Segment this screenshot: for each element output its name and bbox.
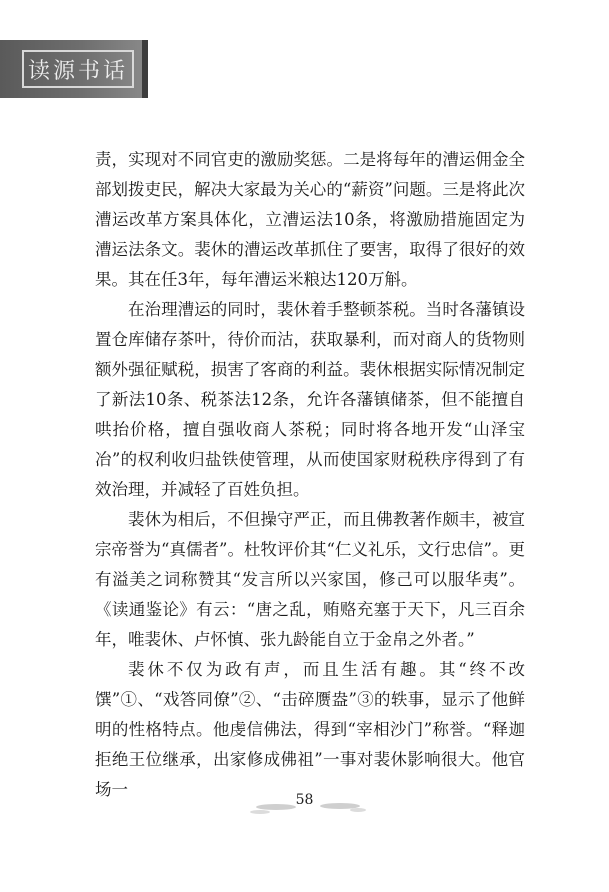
logo-text: 读源书话 xyxy=(27,58,128,84)
book-series-logo xyxy=(22,50,134,88)
paragraph-3: 裴休为相后，不但操守严正，而且佛教著作颇丰，被宣宗帝誉为“真儒者”。杜牧评价其“仁义礼乐，文行忠信”。更有溢美之词称赞其“发言所以兴家国，修己可以服华夷”。《读通鉴论》有云：“唐之乱，贿赂充塞于天下，凡三百余年，唯裴休、卢怀慎、张九龄能自立于金帛之外者。” xyxy=(95,510,525,649)
page-number: 58 xyxy=(295,792,314,808)
body-text xyxy=(95,145,525,805)
header-band-edge xyxy=(142,40,148,98)
footer-right-swoosh-icon xyxy=(318,800,368,814)
paragraph-2: 在治理漕运的同时，裴休着手整顿茶税。当时各藩镇设置仓库储存茶叶，待价而沽，获取暴利，而对商人的货物则额外强征赋税，损害了客商的利益。裴休根据实际情况制定了新法10条、税茶法12条，允许各藩镇储茶，但不能擅自哄抬价格，擅自强收商人茶税；同时将各地开发“山泽宝冶”的权利收归盐铁使管理，从而使国家财税秩序得到了有效治理，并减轻了百姓负担。 xyxy=(95,300,525,499)
page-footer xyxy=(0,792,609,822)
paragraph-4: 裴休不仅为政有声，而且生活有趣。其“终不改馔”①、“戏答同僚”②、“击碎赝盎”③的轶事，显示了他鲜明的性格特点。他虔信佛法，得到“宰相沙门”称誉。“释迦拒绝王位继承，出家修成佛祖”一事对裴休影响很大。他官场一 xyxy=(95,660,525,799)
paragraph-1: 责，实现对不同官吏的激励奖惩。二是将每年的漕运佣金全部划拨吏民，解决大家最为关心的“薪资”问题。三是将此次漕运改革方案具体化，立漕运法10条，将激励措施固定为漕运法条文。裴休的漕运改革抓住了要害，取得了很好的效果。其在任3年，每年漕运米粮达120万斛。 xyxy=(95,150,525,289)
